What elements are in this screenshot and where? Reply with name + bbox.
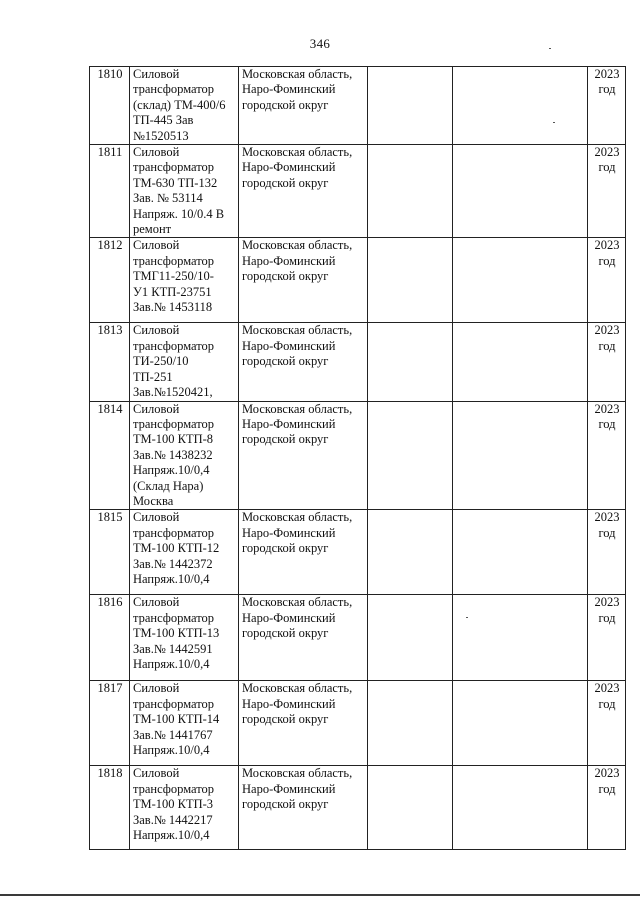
address-cell: Московская область, Наро-Фоминский городской округ bbox=[239, 681, 368, 766]
row-number-cell: 1813 bbox=[90, 323, 130, 401]
row-number-cell: 1811 bbox=[90, 145, 130, 238]
property-registry-table bbox=[89, 66, 626, 850]
object-name-cell: Силовой трансформатор ТМ-100 КТП-3 Зав.№ 1442217 Напряж.10/0,4 bbox=[130, 766, 239, 850]
empty-cell bbox=[368, 681, 453, 766]
empty-cell bbox=[368, 595, 453, 681]
address-cell: Московская область, Наро-Фоминский городской округ bbox=[239, 595, 368, 681]
row-number-cell: 1817 bbox=[90, 681, 130, 766]
empty-cell bbox=[368, 238, 453, 323]
row-number-cell: 1810 bbox=[90, 67, 130, 145]
empty-cell bbox=[368, 510, 453, 595]
page-number: 346 bbox=[309, 36, 331, 51]
year-cell: 2023 год bbox=[588, 67, 626, 145]
row-number-cell: 1812 bbox=[90, 238, 130, 323]
scan-speck bbox=[549, 48, 551, 49]
table-row bbox=[90, 323, 626, 401]
row-number-cell: 1815 bbox=[90, 510, 130, 595]
scan-speck bbox=[466, 617, 468, 618]
address-cell: Московская область, Наро-Фоминский городской округ bbox=[239, 510, 368, 595]
empty-cell bbox=[453, 510, 588, 595]
row-number-cell: 1818 bbox=[90, 766, 130, 850]
scan-speck bbox=[553, 122, 555, 123]
table-row bbox=[90, 67, 626, 145]
table-row bbox=[90, 238, 626, 323]
address-cell: Московская область, Наро-Фоминский городской округ bbox=[239, 323, 368, 401]
address-cell: Московская область, Наро-Фоминский городской округ bbox=[239, 67, 368, 145]
empty-cell bbox=[368, 401, 453, 510]
address-cell: Московская область, Наро-Фоминский городской округ bbox=[239, 401, 368, 510]
year-cell: 2023 год bbox=[588, 238, 626, 323]
empty-cell bbox=[368, 145, 453, 238]
object-name-cell: Силовой трансформатор ТМГ11-250/10- У1 КТП-23751 Зав.№ 1453118 bbox=[130, 238, 239, 323]
table-row bbox=[90, 766, 626, 850]
year-cell: 2023 год bbox=[588, 323, 626, 401]
address-cell: Московская область, Наро-Фоминский городской округ bbox=[239, 238, 368, 323]
year-cell: 2023 год bbox=[588, 510, 626, 595]
table-row bbox=[90, 145, 626, 238]
object-name-cell: Силовой трансформатор ТМ-100 КТП-8 Зав.№ 1438232 Напряж.10/0,4 (Склад Нара) Москва bbox=[130, 401, 239, 510]
empty-cell bbox=[453, 595, 588, 681]
row-number-cell: 1816 bbox=[90, 595, 130, 681]
object-name-cell: Силовой трансформатор ТМ-100 КТП-14 Зав.№ 1441767 Напряж.10/0,4 bbox=[130, 681, 239, 766]
object-name-cell: Силовой трансформатор ТМ-100 КТП-13 Зав.№ 1442591 Напряж.10/0,4 bbox=[130, 595, 239, 681]
address-cell: Московская область, Наро-Фоминский городской округ bbox=[239, 766, 368, 850]
empty-cell bbox=[453, 323, 588, 401]
year-cell: 2023 год bbox=[588, 595, 626, 681]
row-number-cell: 1814 bbox=[90, 401, 130, 510]
table-row bbox=[90, 510, 626, 595]
empty-cell bbox=[368, 67, 453, 145]
year-cell: 2023 год bbox=[588, 401, 626, 510]
object-name-cell: Силовой трансформатор ТМ-100 КТП-12 Зав.№ 1442372 Напряж.10/0,4 bbox=[130, 510, 239, 595]
empty-cell bbox=[453, 145, 588, 238]
object-name-cell: Силовой трансформатор ТИ-250/10 ТП-251 Зав.№1520421, bbox=[130, 323, 239, 401]
table-row bbox=[90, 681, 626, 766]
empty-cell bbox=[453, 67, 588, 145]
year-cell: 2023 год bbox=[588, 766, 626, 850]
empty-cell bbox=[453, 766, 588, 850]
object-name-cell: Силовой трансформатор ТМ-630 ТП-132 Зав. № 53114 Напряж. 10/0.4 В ремонт bbox=[130, 145, 239, 238]
address-cell: Московская область, Наро-Фоминский городской округ bbox=[239, 145, 368, 238]
table-row bbox=[90, 401, 626, 510]
year-cell: 2023 год bbox=[588, 681, 626, 766]
year-cell: 2023 год bbox=[588, 145, 626, 238]
scan-edge-line bbox=[0, 894, 640, 896]
object-name-cell: Силовой трансформатор (склад) ТМ-400/6 ТП-445 Зав №1520513 bbox=[130, 67, 239, 145]
table-row bbox=[90, 595, 626, 681]
empty-cell bbox=[368, 766, 453, 850]
empty-cell bbox=[453, 401, 588, 510]
empty-cell bbox=[453, 238, 588, 323]
empty-cell bbox=[368, 323, 453, 401]
empty-cell bbox=[453, 681, 588, 766]
